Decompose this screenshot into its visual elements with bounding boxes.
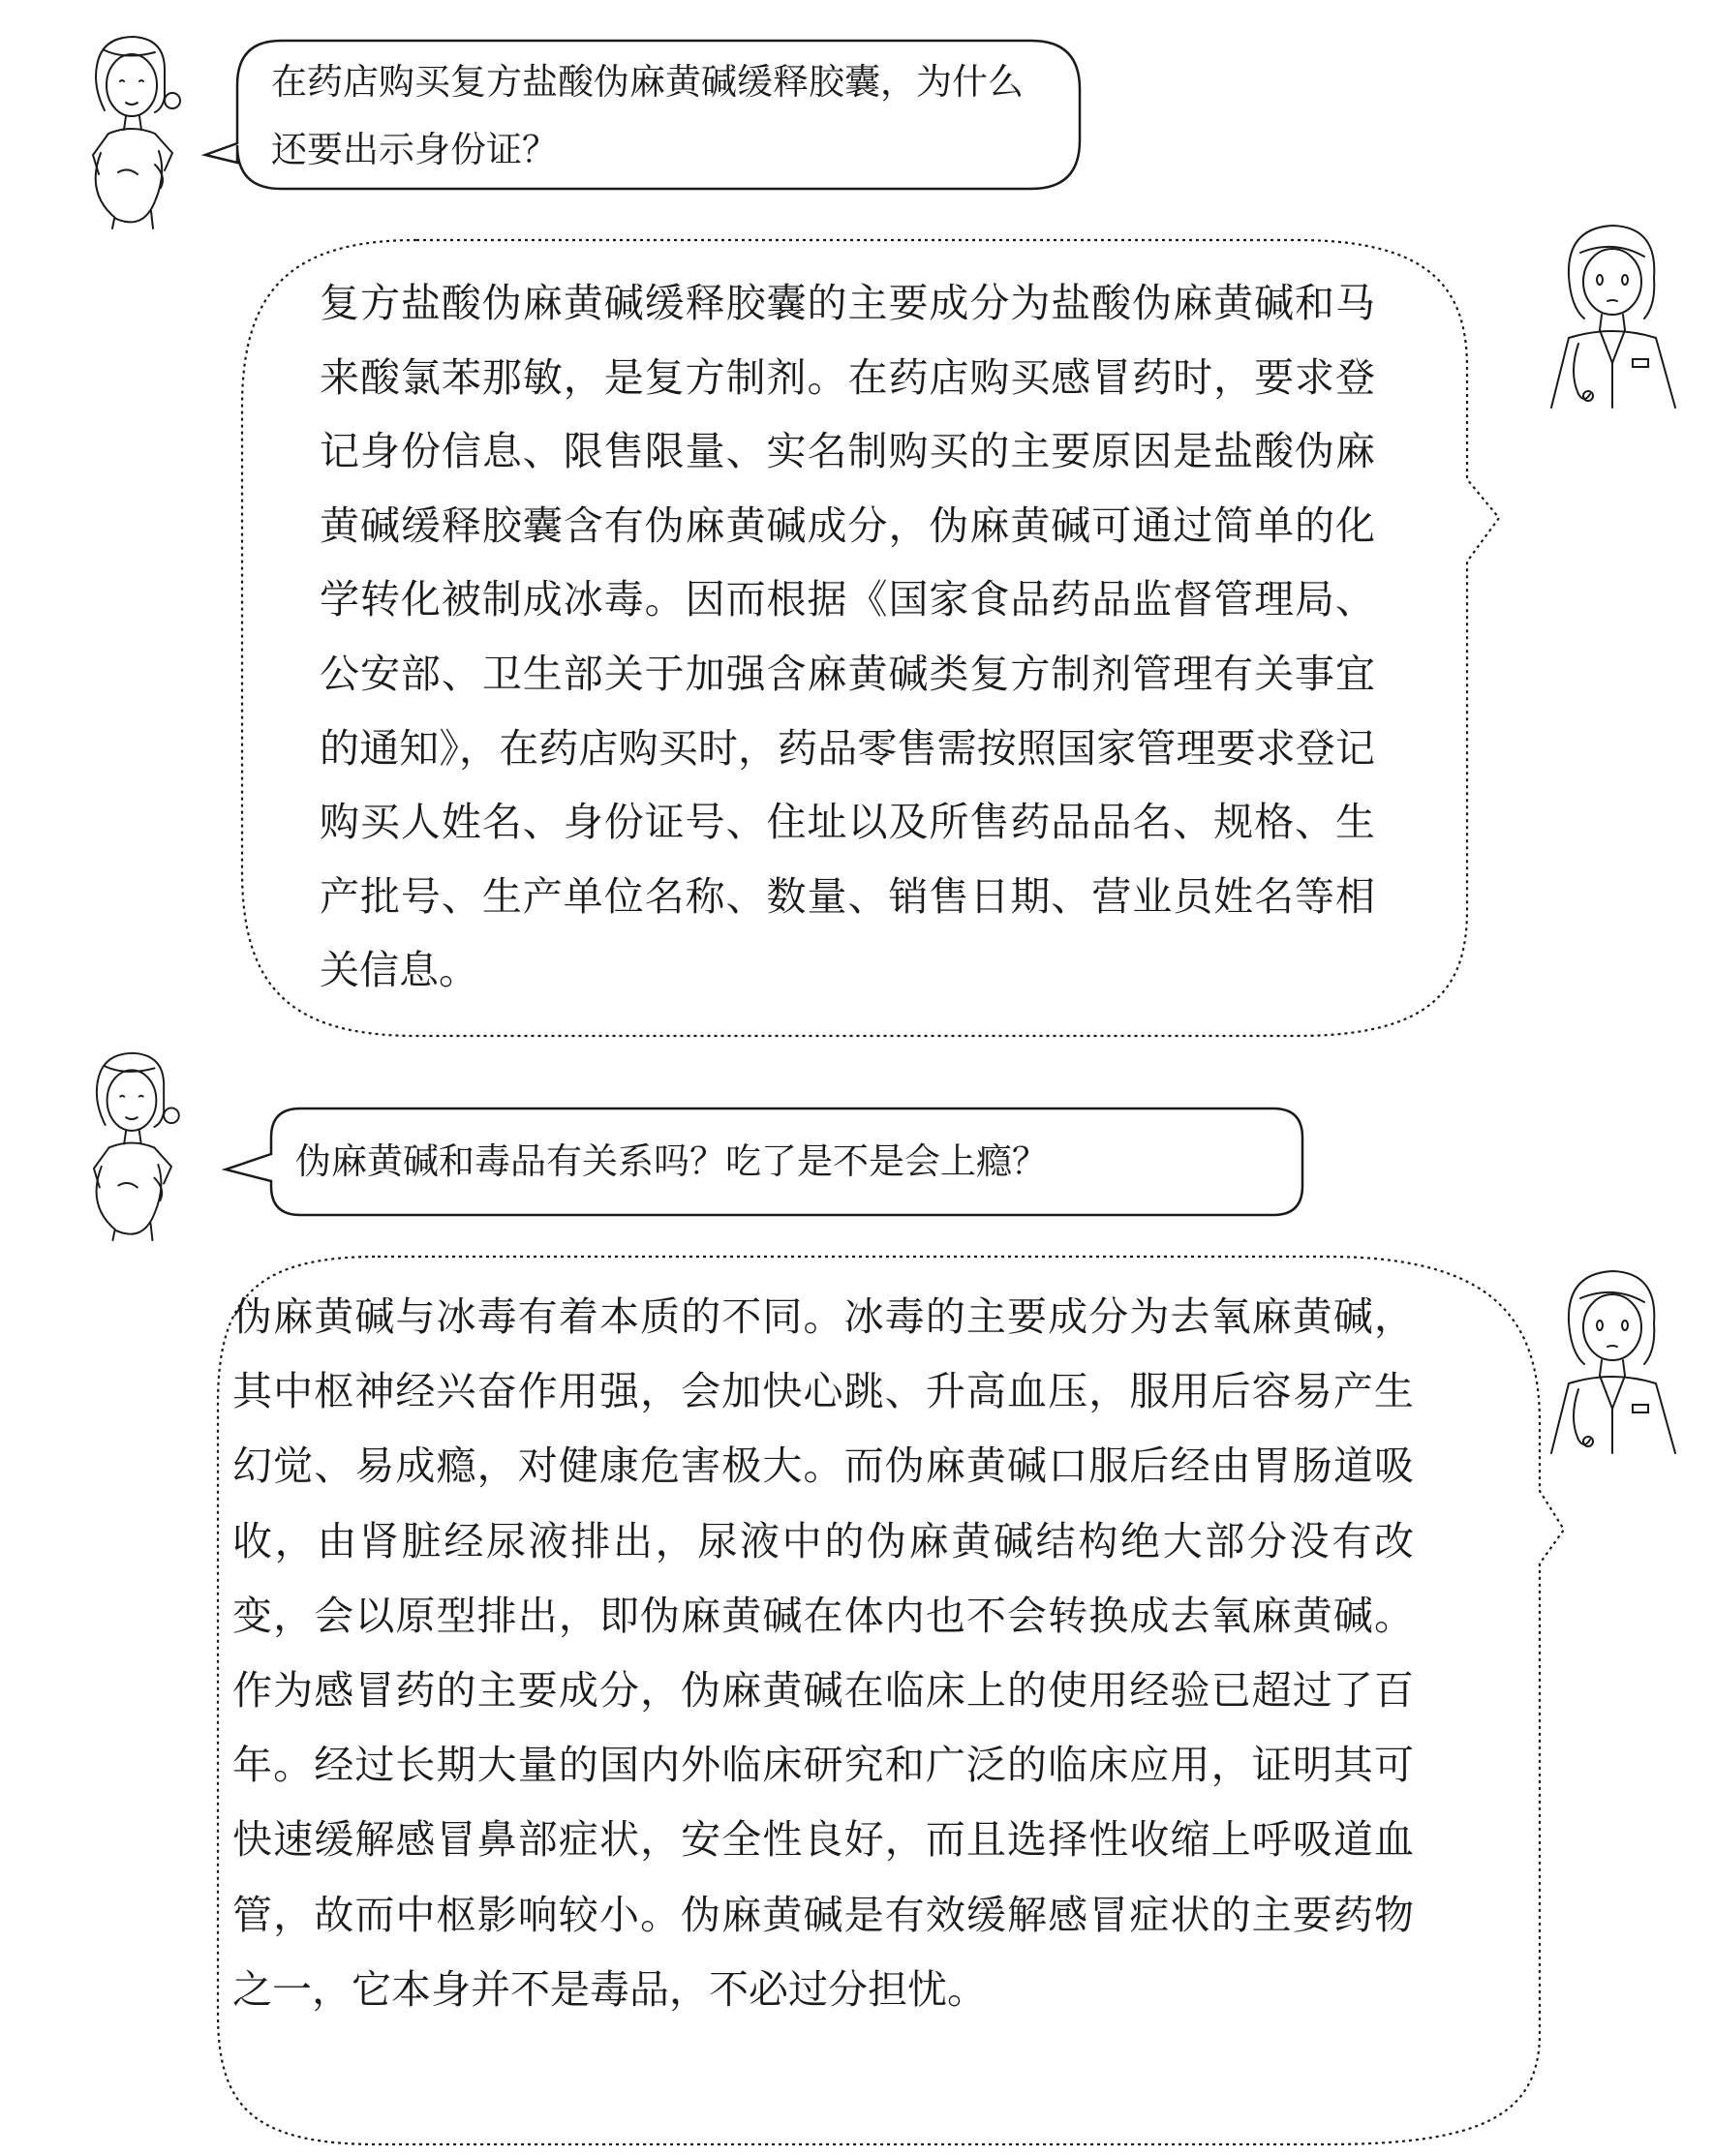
pregnant-woman-icon — [58, 1046, 203, 1244]
pregnant-woman-illustration — [58, 1046, 203, 1244]
question-2-text: 伪麻黄碱和毒品有关系吗？吃了是不是会上瘾？ — [295, 1140, 1048, 1182]
doctor-illustration — [1540, 218, 1685, 416]
doctor-illustration — [1540, 1263, 1685, 1462]
pregnant-woman-icon — [58, 29, 203, 232]
question-1-text: 在药店购买复方盐酸伪麻黄碱缓释胶囊，为什么还要出示身份证？ — [271, 61, 1024, 170]
doctor-icon — [1540, 1263, 1685, 1462]
pregnant-woman-illustration — [58, 29, 203, 232]
doctor-icon — [1540, 218, 1685, 416]
answer-2-text: 伪麻黄碱与冰毒有着本质的不同。冰毒的主要成分为去氧麻黄碱，其中枢神经兴奋作用强，会加快心跳、升高血压，服用后容易产生幻觉、易成瘾，对健康危害极大。而伪麻黄碱口服后经由胃肠道吸收，由肾脏经尿液排出，尿液中的伪麻黄碱结构绝大部分没有改变，会以原型排出，即伪麻黄碱在体内也不会转换成去氧麻黄碱。作为感冒药的主要成分，伪麻黄碱在临床上的使用经验已超过了百年。经过长期大量的国内外临床研究和广泛的临床应用，证明其可快速缓解感冒鼻部症状，安全性良好，而且选择性收缩上呼吸道血管，故而中枢影响较小。伪麻黄碱是有效缓解感冒症状的主要药物之一，它本身并不是毒品，不必过分担忧。 — [232, 1293, 1414, 2013]
answer-1-text: 复方盐酸伪麻黄碱缓释胶囊的主要成分为盐酸伪麻黄碱和马来酸氯苯那敏，是复方制剂。在药店购买感冒药时，要求登记身份信息、限售限量、实名制购买的主要原因是盐酸伪麻黄碱缓释胶囊含有伪麻黄碱成分，伪麻黄碱可通过简单的化学转化被制成冰毒。因而根据《国家食品药品监督管理局、公安部、卫生部关于加强含麻黄碱类复方制剂管理有关事宜的通知》，在药店购买时，药品零售需按照国家管理要求登记购买人姓名、身份证号、住址以及所售药品品名、规格、生产批号、生产单位名称、数量、销售日期、营业员姓名等相关信息。 — [320, 280, 1375, 994]
